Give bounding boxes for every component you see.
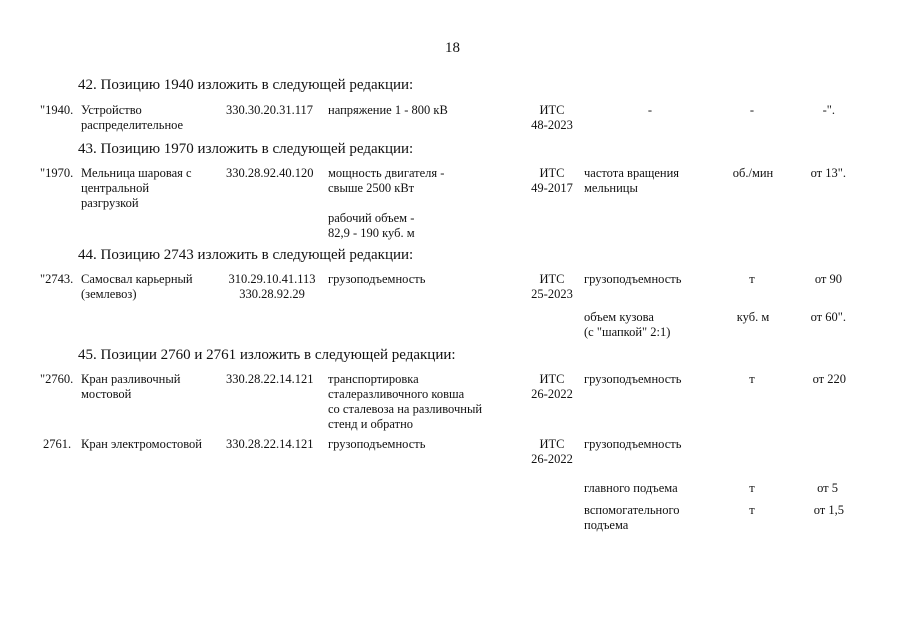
section-heading-45: 45. Позиции 2760 и 2761 изложить в следующей редакции: — [78, 347, 456, 363]
row-2761-number: 2761. — [43, 437, 72, 451]
row-1940-characteristic: напряжение 1 - 800 кВ — [328, 103, 448, 117]
row-2760-unit: т — [749, 372, 755, 386]
section-heading-44: 44. Позицию 2743 изложить в следующей редакции: — [78, 247, 414, 263]
section-heading-42: 42. Позицию 1940 изложить в следующей редакции: — [78, 77, 414, 93]
row-1940-parameter: - — [647, 103, 653, 117]
row-2761-parameter: грузоподъемность — [584, 437, 682, 451]
row-2743-value-2: от 60". — [810, 310, 846, 324]
row-2761-parameter-aux-lift: вспомогательного подъема — [584, 503, 680, 532]
row-2743-its: ИТС 25-2023 — [531, 272, 573, 301]
row-2760-code: 330.28.22.14.121 — [226, 372, 314, 386]
row-1940-value: -". — [822, 103, 835, 117]
page-number: 18 — [445, 40, 460, 56]
row-2760-parameter: грузоподъемность — [584, 372, 682, 386]
row-1970-its: ИТС 49-2017 — [531, 166, 573, 195]
row-2760-name: Кран разливочный мостовой — [81, 372, 181, 401]
row-2760-characteristic: транспортировка сталеразливочного ковша со сталевоза на разливочный стенд и обратно — [328, 372, 483, 431]
row-2761-its: ИТС 26-2022 — [531, 437, 573, 466]
row-2743-characteristic: грузоподъемность — [328, 272, 426, 286]
row-1940-unit: - — [749, 103, 755, 117]
row-2761-unit-main-lift: т — [749, 481, 755, 495]
row-2761-parameter-main-lift: главного подъема — [584, 481, 678, 495]
row-2743-name: Самосвал карьерный (землевоз) — [81, 272, 193, 301]
row-2761-name: Кран электромостовой — [81, 437, 202, 451]
row-1970-parameter: частота вращения мельницы — [584, 166, 680, 195]
row-1940-its: ИТС 48-2023 — [531, 103, 573, 132]
row-2743-unit: т — [749, 272, 755, 286]
row-2760-its: ИТС 26-2022 — [531, 372, 573, 401]
row-2743-code: 310.29.10.41.113 330.28.92.29 — [228, 272, 316, 301]
row-2761-value-main-lift: от 5 — [817, 481, 838, 495]
row-1970-name: Мельница шаровая с центральной разгрузкой — [81, 166, 192, 210]
row-1970-characteristic: мощность двигателя - свыше 2500 кВт — [328, 166, 445, 195]
row-2761-code: 330.28.22.14.121 — [226, 437, 314, 451]
row-1940-code: 330.30.20.31.117 — [226, 103, 314, 117]
row-1970-characteristic-2: рабочий объем - 82,9 - 190 куб. м — [328, 211, 415, 240]
row-2743-unit-2: куб. м — [736, 310, 770, 324]
row-1940-number: "1940. — [40, 103, 74, 117]
row-1970-unit: об./мин — [732, 166, 774, 180]
section-heading-43: 43. Позицию 1970 изложить в следующей редакции: — [78, 141, 414, 157]
row-1970-code: 330.28.92.40.120 — [226, 166, 314, 180]
row-2743-parameter: грузоподъемность — [584, 272, 682, 286]
row-2760-value: от 220 — [812, 372, 846, 386]
row-2761-unit-aux-lift: т — [749, 503, 755, 517]
row-2743-value: от 90 — [814, 272, 842, 286]
row-2743-number: "2743. — [40, 272, 74, 286]
row-1970-number: "1970. — [40, 166, 74, 180]
row-1970-value: от 13". — [810, 166, 846, 180]
row-2761-value-aux-lift: от 1,5 — [813, 503, 844, 517]
row-2761-characteristic: грузоподъемность — [328, 437, 426, 451]
row-2760-number: "2760. — [40, 372, 74, 386]
row-1940-name: Устройство распределительное — [81, 103, 184, 132]
row-2743-parameter-2: объем кузова (с "шапкой" 2:1) — [584, 310, 671, 339]
